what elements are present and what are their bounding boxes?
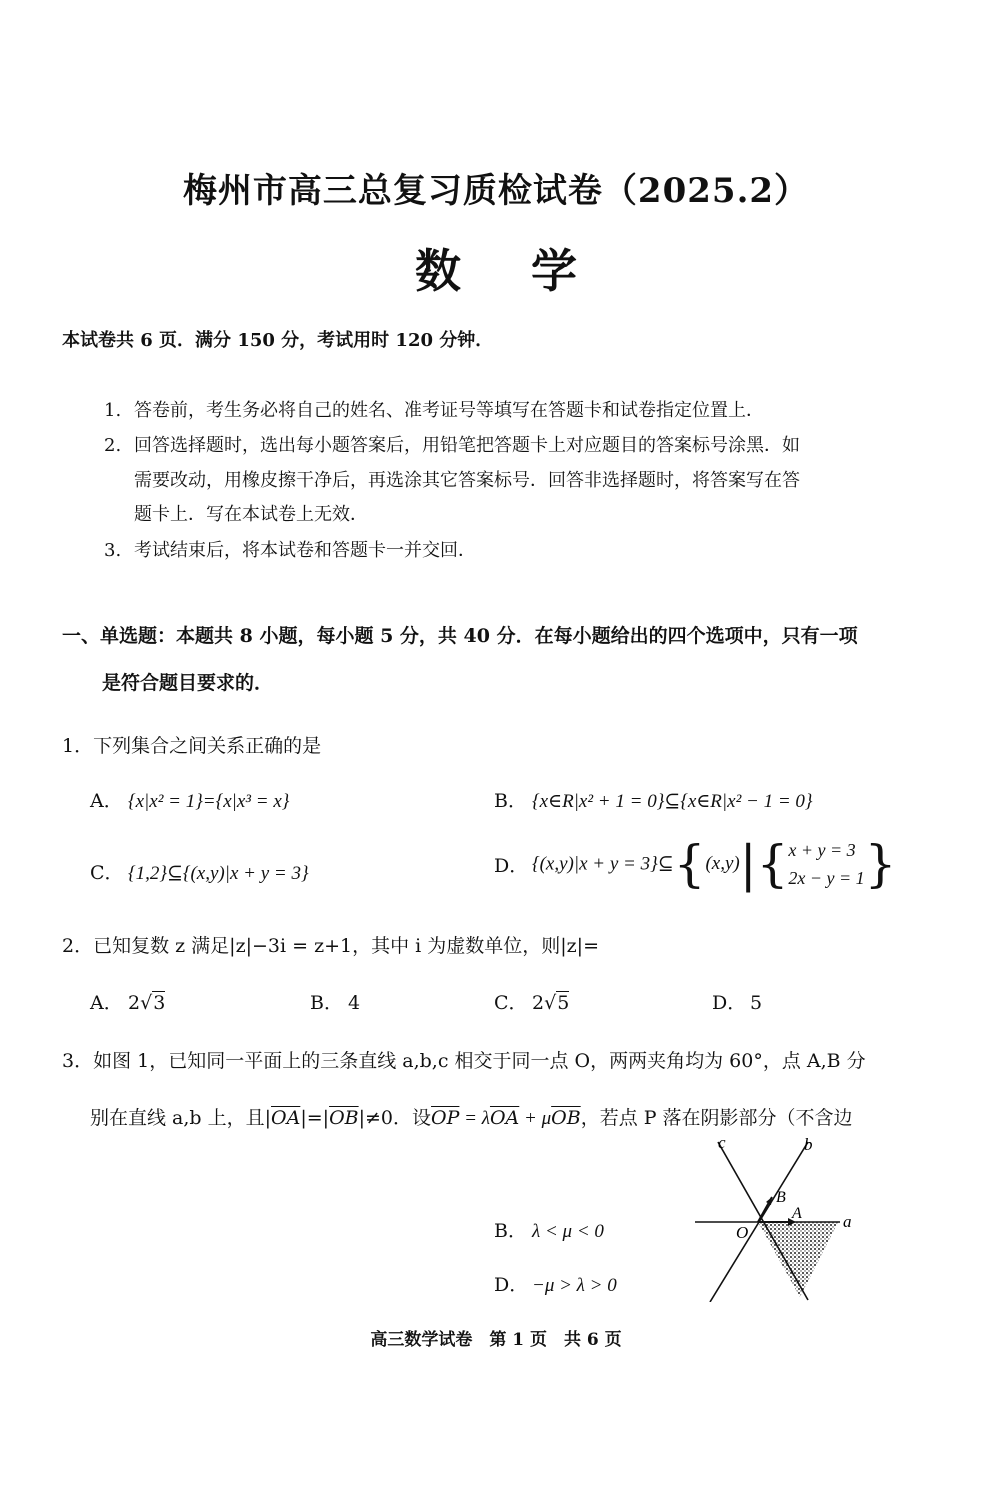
equation-2: 2x − y = 1	[788, 868, 865, 888]
option-label: D．	[494, 854, 529, 877]
vector-ob: $\overline{OB}$	[329, 1107, 359, 1129]
label-b: b	[804, 1135, 813, 1154]
left-brace: {	[673, 835, 706, 893]
option-label: A．	[90, 992, 123, 1014]
instruction-2	[104, 431, 800, 457]
vector-oa: $\overline{OA}$	[271, 1107, 301, 1129]
q1-option-a	[90, 786, 289, 813]
instruction-number: 1.	[104, 400, 122, 421]
option-text: {x∈R|x² + 1 = 0}⊆{x∈R|x² − 1 = 0}	[532, 791, 813, 812]
equation-1: x + y = 3	[788, 840, 856, 860]
exam-intro: 本试卷共 6 页．满分 150 分，考试用时 120 分钟．	[62, 330, 494, 351]
q1-option-d	[494, 835, 896, 893]
q1-option-c	[90, 858, 309, 885]
option-set: (x,y)	[705, 853, 740, 874]
option-label: A．	[90, 790, 123, 812]
label-a: a	[843, 1212, 852, 1231]
option-radicand: 3	[153, 992, 166, 1014]
q3-option-d	[494, 1270, 617, 1297]
option-text: λ < μ < 0	[532, 1221, 604, 1242]
option-label: C．	[494, 992, 528, 1014]
q3-text: 别在直线 a,b 上，且|	[90, 1107, 272, 1129]
vector-ob: $\overline{OB}$	[551, 1107, 581, 1129]
option-label: B．	[494, 1220, 527, 1242]
q2-option-b	[310, 988, 360, 1015]
option-text: 5	[750, 992, 763, 1014]
instruction-text: 答卷前，考生务必将自己的姓名、准考证号等填写在答题卡和试卷指定位置上．	[134, 400, 764, 421]
instruction-text: 回答选择题时，选出每小题答案后，用铅笔把答题卡上对应题目的答案标号涂黑．如	[134, 435, 800, 456]
option-text: {1,2}⊆{(x,y)|x + y = 3}	[128, 863, 309, 884]
instruction-2-cont2: 题卡上．写在本试卷上无效．	[134, 504, 368, 525]
subject-title: 数学	[415, 244, 647, 298]
label-O: O	[736, 1223, 749, 1242]
instruction-number: 3.	[104, 540, 122, 561]
label-A: A	[792, 1205, 802, 1222]
vector-oa: $\overline{OA}$	[489, 1107, 520, 1129]
option-radicand: 5	[557, 992, 570, 1014]
q3-option-b	[494, 1216, 604, 1243]
option-text: {(x,y)|x + y = 3}⊆	[532, 853, 674, 875]
option-text: −μ > λ > 0	[532, 1275, 617, 1296]
q3-text: ，若点 P 落在阴影部分（不含边	[580, 1107, 853, 1129]
q3-text: + μ	[519, 1108, 552, 1129]
bar-brace: |{	[739, 835, 789, 893]
q2-stem: 2．已知复数 z 满足|z|−3i = z+1，其中 i 为虚数单位，则|z|=	[62, 935, 599, 957]
instruction-text: 考试结束后，将本试卷和答题卡一并交回．	[134, 540, 476, 561]
section-heading-cont: 是符合题目要求的．	[102, 672, 274, 694]
option-coef: 2	[532, 992, 545, 1014]
option-text: {x|x² = 1}={x|x³ = x}	[128, 791, 290, 812]
label-c: c	[718, 1133, 726, 1152]
q2-option-c: C． 2√5	[494, 988, 569, 1015]
q3-line2	[90, 1103, 853, 1130]
q3-text: = λ	[459, 1108, 490, 1129]
equation-system	[788, 836, 864, 892]
option-label: B．	[310, 992, 343, 1014]
section-heading: 一、单选题：本题共 8 小题，每小题 5 分，共 40 分．在每小题给出的四个选项中，只有一项	[62, 625, 858, 647]
instruction-2-cont1: 需要改动，用橡皮擦干净后，再选涂其它答案标号．回答非选择题时，将答案写在答	[134, 470, 800, 491]
option-coef: 2	[128, 992, 141, 1014]
option-label: B．	[494, 790, 527, 812]
figure-1	[690, 1132, 870, 1302]
instruction-1	[104, 396, 764, 422]
option-label: C．	[90, 862, 124, 884]
q2-option-d	[712, 988, 762, 1015]
option-label: D．	[712, 992, 747, 1014]
q1-stem: 1．下列集合之间关系正确的是	[62, 735, 322, 757]
exam-title: 梅州市高三总复习质检试卷（2025.2）	[182, 171, 810, 211]
q3-text: |≠0．设	[358, 1107, 432, 1129]
instruction-3	[104, 536, 476, 562]
q3-line1: 3．如图 1，已知同一平面上的三条直线 a,b,c 相交于同一点 O，两两夹角均为 60°，点 A,B 分	[62, 1050, 866, 1072]
vector-op: $\overline{OP}$	[431, 1107, 460, 1129]
label-B: B	[776, 1189, 786, 1206]
q2-option-a: A． 2√3	[90, 988, 165, 1015]
option-text: 4	[348, 992, 361, 1014]
right-brace: }	[864, 835, 897, 893]
q3-text: |=|	[300, 1107, 330, 1129]
instruction-number: 2.	[104, 435, 122, 456]
q1-option-b	[494, 786, 813, 813]
page-footer: 高三数学试卷 第 1 页 共 6 页	[370, 1330, 622, 1350]
option-label: D．	[494, 1274, 529, 1296]
